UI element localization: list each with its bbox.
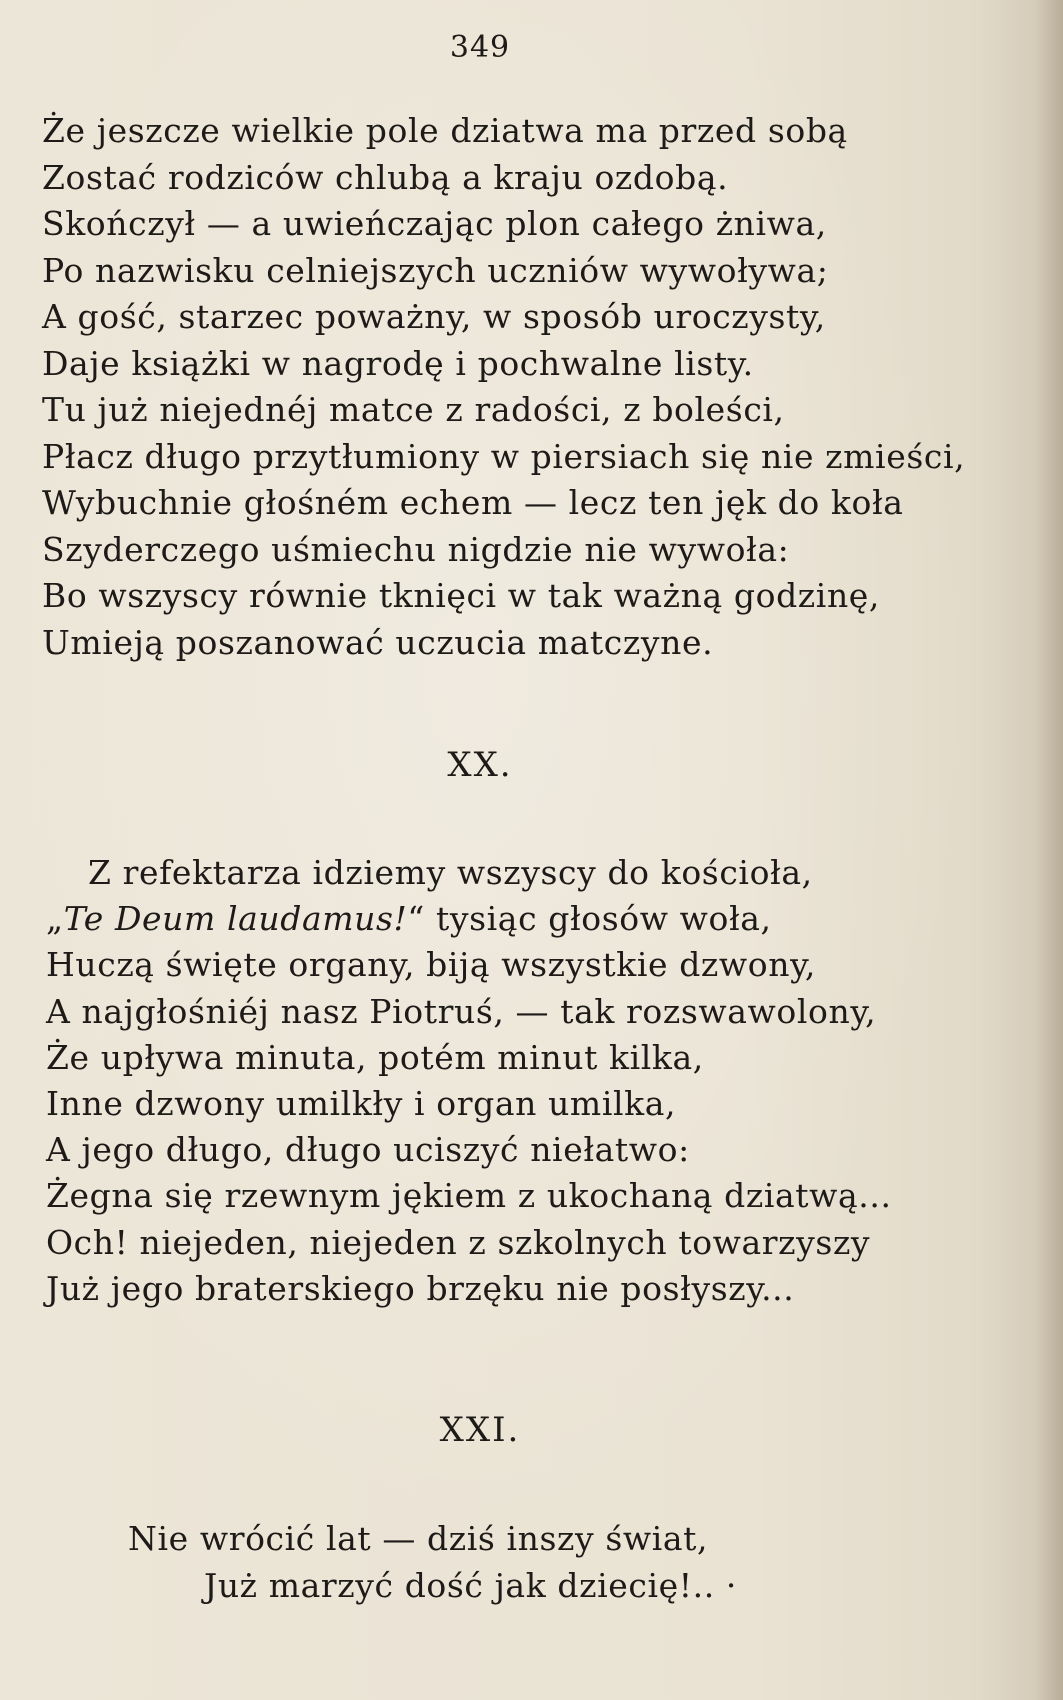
poem-line: Nie wrócić lat — dziś inszy świat,	[128, 1519, 709, 1558]
poem-line: Wybuchnie głośném echem — lecz ten jęk do koła	[42, 483, 904, 522]
poem-line: Zostać rodziców chlubą a kraju ozdobą.	[42, 157, 729, 197]
latin-phrase: Te Deum laudamus!	[63, 899, 408, 939]
poem-line: Żegna się rzewnym jękiem z ukochaną dziatwą...	[46, 1176, 892, 1216]
poem-line: A gość, starzec poważny, w sposób uroczysty,	[42, 297, 826, 336]
stanza-xx	[46, 850, 892, 1312]
poem-line: Huczą święte organy, biją wszystkie dzwony,	[46, 945, 817, 985]
section-heading-xx: XX.	[447, 745, 513, 785]
stanza-continued	[42, 108, 965, 666]
poem-line: A najgłośniéj nasz Piotruś, — tak rozswawolony,	[46, 991, 877, 1031]
stanza-xxi	[128, 1516, 737, 1609]
open-quote: „	[46, 899, 64, 939]
poem-line: Och! niejeden, niejeden z szkolnych towarzyszy	[46, 1222, 871, 1262]
poem-line: Szyderczego uśmiechu nigdzie nie wywoła:	[42, 529, 790, 569]
page-edge-shadow	[1035, 0, 1063, 1700]
section-heading-xxi: XXI.	[439, 1410, 521, 1450]
poem-line: Z refektarza idziemy wszyscy do kościoła,	[88, 853, 813, 892]
poem-line: Że jeszcze wielkie pole dziatwa ma przed sobą	[42, 111, 848, 150]
poem-line: Umieją poszanować uczucia matczyne.	[42, 622, 714, 662]
poem-line: Tu już niejednéj matce z radości, z boleści,	[42, 390, 785, 429]
poem-line: Bo wszyscy równie tknięci w tak ważną godzinę,	[42, 576, 881, 615]
poem-line: Już marzyć dość jak dziecię!.. ·	[204, 1565, 737, 1605]
poem-line: Daje książki w nagrodę i pochwalne listy.	[42, 343, 754, 383]
poem-line: Już jego braterskiego brzęku nie posłyszy...	[46, 1268, 795, 1308]
poem-line: Że upływa minuta, potém minut kilka,	[46, 1037, 704, 1077]
poem-line: Po nazwisku celniejszych uczniów wywoływa;	[42, 250, 829, 290]
poem-line: Płacz długo przytłumiony w piersiach się nie zmieści,	[42, 436, 966, 476]
page-number: 349	[449, 30, 511, 65]
poem-line: Inne dzwony umilkły i organ umilka,	[46, 1083, 677, 1123]
poem-line: A jego długo, długo uciszyć niełatwo:	[46, 1130, 690, 1170]
poem-line-rest: tysiąc głosów woła,	[424, 899, 772, 939]
close-quote: “	[407, 899, 425, 939]
poem-line: Skończył — a uwieńczając plon całego żniwa,	[42, 204, 827, 243]
poem-line-latin-quote	[46, 896, 892, 942]
